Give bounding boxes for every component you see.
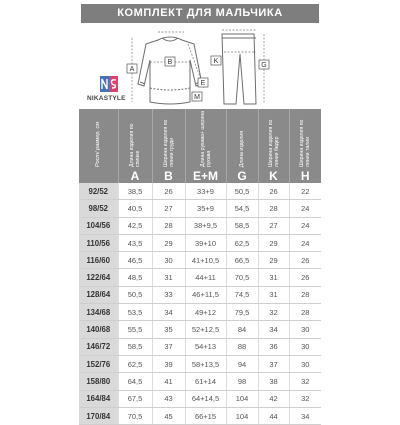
measurement-cell: 104 <box>226 390 258 407</box>
measurement-cell: 46+11,5 <box>185 286 226 303</box>
column-letter <box>79 169 118 183</box>
measurement-cell: 67,5 <box>118 390 152 407</box>
measurement-cell: 26 <box>152 183 185 200</box>
measurement-cell: 29 <box>152 234 185 251</box>
size-cell: 152/76 <box>79 355 118 372</box>
measurement-cell: 66+15 <box>185 407 226 424</box>
diagram-label-k: K <box>213 58 219 65</box>
size-cell: 170/84 <box>79 407 118 424</box>
table-row <box>79 234 321 251</box>
column-header: Ширина изделия по линии бедер <box>258 109 289 169</box>
measurement-cell: 34 <box>289 407 321 424</box>
measurement-cell: 79,5 <box>226 304 258 321</box>
measurement-cell: 46,5 <box>118 252 152 269</box>
size-cell: 140/68 <box>79 321 118 338</box>
size-cell: 122/64 <box>79 269 118 286</box>
pants-drawing <box>222 34 256 104</box>
table-row <box>79 373 321 390</box>
measurement-cell: 66,5 <box>226 252 258 269</box>
measurement-cell: 31 <box>258 269 289 286</box>
size-cell: 158/80 <box>79 373 118 390</box>
size-cell: 104/56 <box>79 217 118 234</box>
diagram-label-m: M <box>194 94 200 101</box>
table-row <box>79 390 321 407</box>
table-row <box>79 217 321 234</box>
measurement-cell: 43,5 <box>118 234 152 251</box>
measurement-cell: 24 <box>289 217 321 234</box>
measurement-cell: 36 <box>258 338 289 355</box>
measurement-cell: 38 <box>258 373 289 390</box>
measurement-cell: 31 <box>152 269 185 286</box>
measurement-cell: 55,5 <box>118 321 152 338</box>
measurement-cell: 26 <box>258 183 289 200</box>
garment-diagram <box>118 26 278 108</box>
table-header-descriptions <box>79 109 321 169</box>
measurement-cell: 74,5 <box>226 286 258 303</box>
measurement-cell: 30 <box>289 355 321 372</box>
measurement-cell: 104 <box>226 407 258 424</box>
measurement-cell: 28 <box>152 217 185 234</box>
measurement-cell: 30 <box>289 338 321 355</box>
measurement-cell: 39+10 <box>185 234 226 251</box>
measurement-cell: 30 <box>289 321 321 338</box>
table-row <box>79 183 321 200</box>
measurement-cell: 34 <box>152 304 185 321</box>
measurement-cell: 22 <box>289 183 321 200</box>
column-header: Длина изделия по спинке <box>118 109 152 169</box>
measurement-cell: 58,5 <box>118 338 152 355</box>
table-header-letters <box>79 169 321 183</box>
measurement-cell: 24 <box>289 234 321 251</box>
measurement-cell: 98 <box>226 373 258 390</box>
measurement-cell: 32 <box>289 390 321 407</box>
measurement-cell: 44+11 <box>185 269 226 286</box>
column-header: Ширина изделия по линии груди <box>152 109 185 169</box>
table-row <box>79 252 321 269</box>
measurement-cell: 27 <box>152 200 185 217</box>
measurement-cell: 48,5 <box>118 269 152 286</box>
column-letter: A <box>118 169 152 183</box>
measurement-cell: 32 <box>289 373 321 390</box>
size-table <box>79 109 321 425</box>
measurement-cell: 34 <box>258 321 289 338</box>
measurement-cell: 84 <box>226 321 258 338</box>
column-letter: G <box>226 169 258 183</box>
page-title: КОМПЛЕКТ ДЛЯ МАЛЬЧИКА <box>81 4 319 23</box>
measurement-cell: 70,5 <box>226 269 258 286</box>
measurement-cell: 39 <box>152 355 185 372</box>
table-row <box>79 200 321 217</box>
measurement-cell: 42,5 <box>118 217 152 234</box>
size-cell: 128/64 <box>79 286 118 303</box>
brand-name: NIKASTYLE <box>87 95 126 102</box>
measurement-cell: 37 <box>258 355 289 372</box>
column-header: Длина изделия <box>226 109 258 169</box>
column-letter: B <box>152 169 185 183</box>
measurement-cell: 41+10,5 <box>185 252 226 269</box>
measurement-cell: 64,5 <box>118 373 152 390</box>
measurement-cell: 29 <box>258 252 289 269</box>
measurement-cell: 62,5 <box>226 234 258 251</box>
size-cell: 134/68 <box>79 304 118 321</box>
measurement-cell: 88 <box>226 338 258 355</box>
table-row <box>79 304 321 321</box>
diagram-label-a: A <box>129 66 135 73</box>
measurement-cell: 52+12,5 <box>185 321 226 338</box>
table-row <box>79 269 321 286</box>
measurement-cell: 28 <box>289 286 321 303</box>
diagram-label-b: B <box>167 59 173 66</box>
measurement-cell: 26 <box>289 252 321 269</box>
measurement-cell: 35 <box>152 321 185 338</box>
measurement-cell: 54+13 <box>185 338 226 355</box>
table-row <box>79 338 321 355</box>
measurement-cell: 38+9,5 <box>185 217 226 234</box>
measurement-cell: 53,5 <box>118 304 152 321</box>
measurement-cell: 33 <box>152 286 185 303</box>
measurement-cell: 37 <box>152 338 185 355</box>
measurement-cell: 40,5 <box>118 200 152 217</box>
measurement-cell: 28 <box>258 200 289 217</box>
size-cell: 116/60 <box>79 252 118 269</box>
column-header: Ширина изделия по линии талии <box>289 109 321 169</box>
measurement-cell: 30 <box>152 252 185 269</box>
measurement-cell: 24 <box>289 200 321 217</box>
diagram-label-g: G <box>261 62 267 69</box>
brand-logo <box>96 76 122 97</box>
measurement-cell: 43 <box>152 390 185 407</box>
column-header: Рост/ размер, см <box>79 109 118 169</box>
size-cell: 98/52 <box>79 200 118 217</box>
measurement-cell: 31 <box>258 286 289 303</box>
size-cell: 164/84 <box>79 390 118 407</box>
measurement-cell: 29 <box>258 234 289 251</box>
measurement-cell: 44 <box>258 407 289 424</box>
measurement-cell: 33+9 <box>185 183 226 200</box>
measurement-cell: 42 <box>258 390 289 407</box>
measurement-cell: 28 <box>289 304 321 321</box>
diagram-label-e: E <box>200 80 206 87</box>
measurement-cell: 45 <box>152 407 185 424</box>
measurement-cell: 26 <box>289 269 321 286</box>
column-letter: H <box>289 169 321 183</box>
table-row <box>79 407 321 424</box>
measurement-cell: 41 <box>152 373 185 390</box>
measurement-cell: 50,5 <box>118 286 152 303</box>
measurement-cell: 32 <box>258 304 289 321</box>
size-cell: 146/72 <box>79 338 118 355</box>
table-row <box>79 286 321 303</box>
measurement-cell: 58+13,5 <box>185 355 226 372</box>
measurement-cell: 27 <box>258 217 289 234</box>
measurement-cell: 38,5 <box>118 183 152 200</box>
brand-logo-icon <box>100 76 118 92</box>
measurement-cell: 58,5 <box>226 217 258 234</box>
measurement-cell: 64+14,5 <box>185 390 226 407</box>
column-letter: K <box>258 169 289 183</box>
measurement-cell: 94 <box>226 355 258 372</box>
measurement-cell: 35+9 <box>185 200 226 217</box>
size-cell: 92/52 <box>79 183 118 200</box>
measurement-cell: 50,5 <box>226 183 258 200</box>
measurement-cell: 54,5 <box>226 200 258 217</box>
table-row <box>79 321 321 338</box>
measurement-cell: 49+12 <box>185 304 226 321</box>
measurement-cell: 61+14 <box>185 373 226 390</box>
table-row <box>79 355 321 372</box>
measurement-cell: 70,5 <box>118 407 152 424</box>
measurement-cell: 62,5 <box>118 355 152 372</box>
column-header: Длина рукава+ ширина рукава <box>185 109 226 169</box>
size-cell: 110/56 <box>79 234 118 251</box>
column-letter: E+M <box>185 169 226 183</box>
